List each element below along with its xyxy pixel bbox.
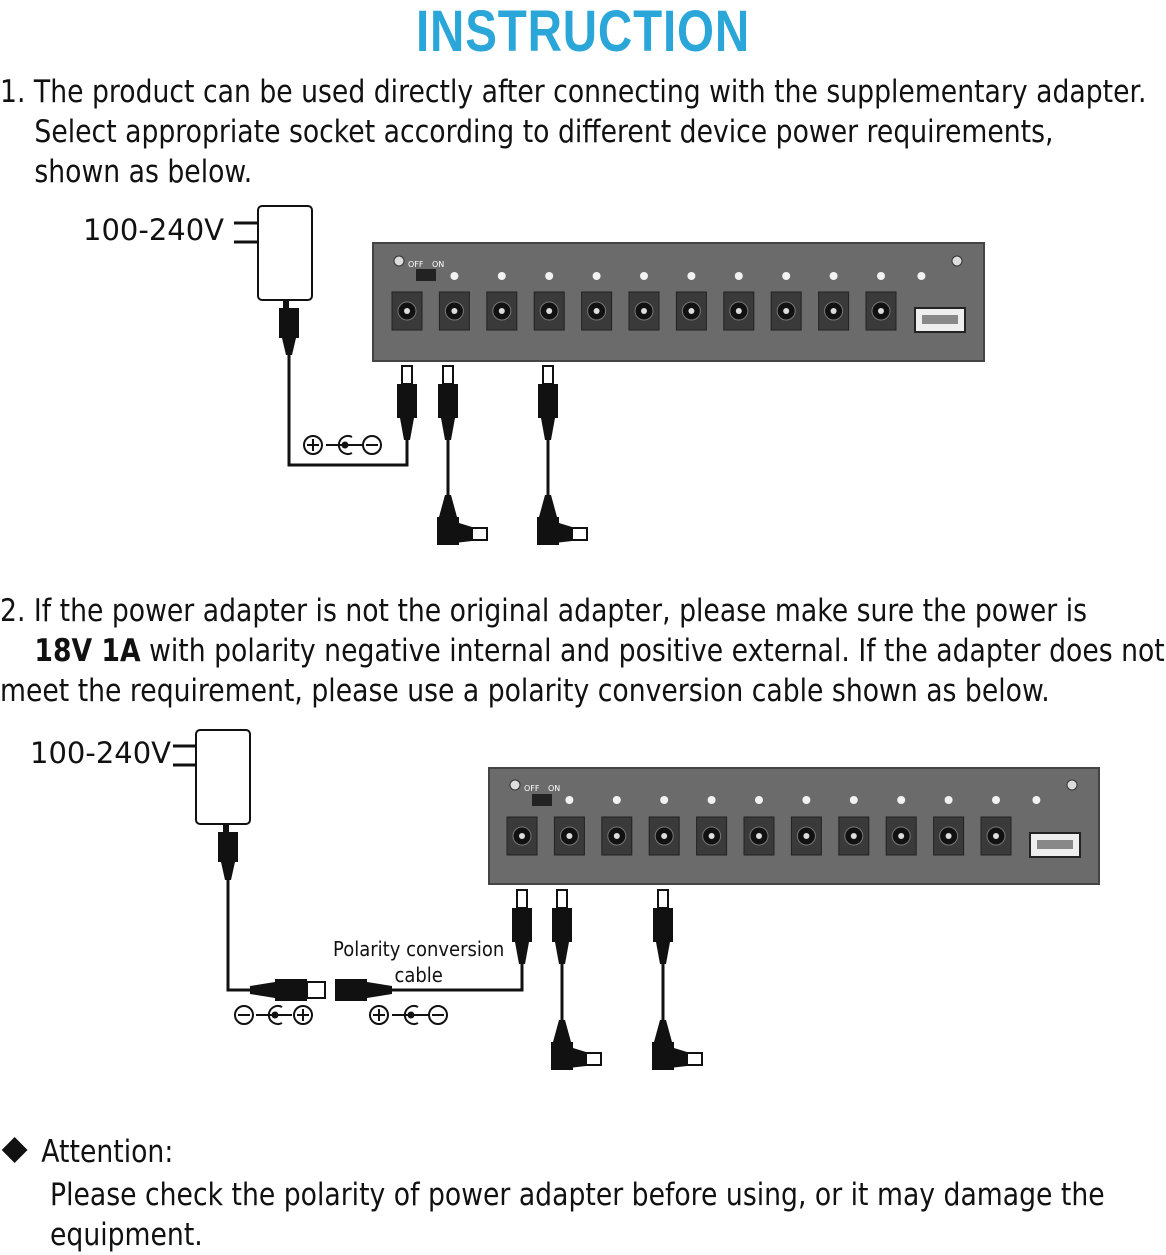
voltage-label: 100-240V bbox=[30, 736, 172, 770]
indicator-led bbox=[660, 796, 668, 804]
indicator-led bbox=[545, 272, 553, 280]
indicator-led bbox=[1032, 796, 1040, 804]
indicator-led bbox=[565, 796, 573, 804]
page-title: INSTRUCTION bbox=[415, 0, 750, 64]
dc-output-cable bbox=[652, 890, 702, 1070]
dc-output-socket bbox=[744, 817, 774, 855]
attention-text bbox=[50, 1175, 1105, 1255]
step-2-text bbox=[0, 591, 1165, 711]
indicator-led bbox=[917, 272, 925, 280]
diagram-2-drawing bbox=[0, 720, 1166, 1100]
diagram-1-drawing bbox=[0, 195, 1166, 575]
diagram-1 bbox=[0, 195, 1166, 575]
dc-output-socket bbox=[791, 817, 821, 855]
attention-line-2: equipment. bbox=[50, 1217, 203, 1253]
power-adapter-icon bbox=[234, 206, 312, 355]
dc-output-cable bbox=[537, 366, 587, 545]
dc-output-socket bbox=[602, 817, 632, 855]
dc-output-socket bbox=[507, 817, 537, 855]
cable-label-line-2: cable bbox=[394, 963, 443, 987]
dc-output-socket bbox=[676, 292, 706, 330]
dc-output-socket bbox=[629, 292, 659, 330]
power-adapter-icon bbox=[173, 730, 250, 880]
dc-output-cable bbox=[437, 366, 487, 545]
switch-on-label: ON bbox=[548, 784, 561, 793]
step-1-line-1: 1. The product can be used directly after connecting with the supplementary adapter. bbox=[0, 74, 1147, 110]
cable-label-line-1: Polarity conversion bbox=[333, 937, 505, 961]
switch-off-label: OFF bbox=[408, 260, 424, 269]
dc-output-cable bbox=[551, 890, 601, 1070]
indicator-led bbox=[613, 796, 621, 804]
indicator-led bbox=[992, 796, 1000, 804]
step-2-line-3: meet the requirement, please use a polarity conversion cable shown as below. bbox=[0, 673, 1050, 709]
dc-output-socket bbox=[534, 292, 564, 330]
voltage-label: 100-240V bbox=[83, 213, 225, 247]
indicator-led bbox=[498, 272, 506, 280]
indicator-led bbox=[450, 272, 458, 280]
dc-output-socket bbox=[866, 292, 896, 330]
dc-output-cable bbox=[512, 890, 532, 964]
step-1-text bbox=[0, 72, 1146, 192]
power-supply-panel bbox=[489, 768, 1099, 884]
step-2-line-2: 18V 1A with polarity negative internal and positive external. If the adapter does not bbox=[34, 633, 1165, 669]
dc-output-socket bbox=[771, 292, 801, 330]
indicator-led bbox=[802, 796, 810, 804]
indicator-led bbox=[755, 796, 763, 804]
indicator-led bbox=[593, 272, 601, 280]
indicator-led bbox=[735, 272, 743, 280]
dc-output-socket bbox=[886, 817, 916, 855]
switch-on-label: ON bbox=[432, 260, 445, 269]
indicator-led bbox=[945, 796, 953, 804]
attention-title: Attention: bbox=[41, 1134, 174, 1170]
conversion-cable bbox=[250, 960, 522, 1001]
indicator-led bbox=[708, 796, 716, 804]
indicator-led bbox=[782, 272, 790, 280]
indicator-led bbox=[640, 272, 648, 280]
polarity-symbol-right-icon bbox=[370, 1006, 447, 1024]
dc-output-socket bbox=[582, 292, 612, 330]
indicator-led bbox=[850, 796, 858, 804]
dc-output-socket bbox=[697, 817, 727, 855]
dc-output-socket bbox=[649, 817, 679, 855]
indicator-led bbox=[830, 272, 838, 280]
dc-output-socket bbox=[839, 817, 869, 855]
dc-output-socket bbox=[487, 292, 517, 330]
step-1-line-3: shown as below. bbox=[34, 154, 253, 190]
diamond-icon bbox=[0, 1135, 29, 1165]
dc-output-cable bbox=[397, 366, 417, 440]
dc-output-socket bbox=[439, 292, 469, 330]
polarity-symbol-left-icon bbox=[235, 1006, 312, 1024]
indicator-led bbox=[687, 272, 695, 280]
step-1-line-2: Select appropriate socket according to different device power requirements, bbox=[34, 114, 1054, 150]
dc-output-socket bbox=[554, 817, 584, 855]
indicator-led bbox=[877, 272, 885, 280]
attention-line-1: Please check the polarity of power adapter before using, or it may damage the bbox=[50, 1177, 1105, 1213]
dc-output-socket bbox=[724, 292, 754, 330]
power-spec: 18V 1A bbox=[34, 633, 141, 669]
dc-output-socket bbox=[819, 292, 849, 330]
step-2-line-1: 2. If the power adapter is not the original adapter, please make sure the power is bbox=[0, 593, 1088, 629]
power-supply-panel bbox=[373, 243, 984, 361]
dc-output-socket bbox=[934, 817, 964, 855]
switch-off-label: OFF bbox=[524, 784, 540, 793]
dc-output-socket bbox=[981, 817, 1011, 855]
polarity-symbol-icon bbox=[304, 436, 381, 454]
diagram-2 bbox=[0, 720, 1166, 1100]
attention-heading bbox=[0, 1134, 173, 1170]
dc-output-socket bbox=[392, 292, 422, 330]
indicator-led bbox=[897, 796, 905, 804]
